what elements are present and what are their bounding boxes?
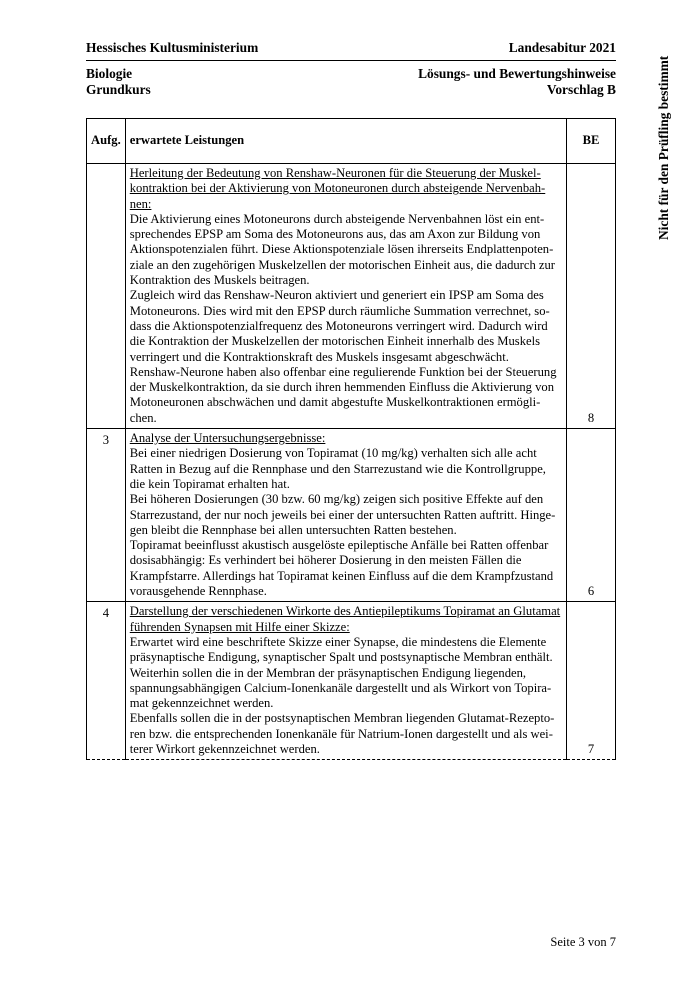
doc-block: [418, 66, 616, 98]
points-value: 8: [567, 164, 616, 429]
subject-block: [86, 66, 151, 98]
table-row: [87, 429, 616, 602]
expected-text: [125, 602, 566, 760]
task-number: [87, 164, 126, 429]
proposal: Vorschlag B: [546, 82, 616, 97]
points-value: 6: [567, 429, 616, 602]
solutions-table: [86, 118, 616, 760]
paragraph: Ebenfalls sollen die in der postsynaptischen Membran liegenden Glutamat-Rezeptoren bzw. die entsprechenden Ionenkanäle für Natrium-Ionen dargestellt und als weiterer Wirkort gekennzeichnet werden.: [129, 711, 555, 756]
ministry-name: Hessisches Kultusministerium: [86, 40, 259, 55]
table-header-row: [87, 119, 616, 164]
points-value: 7: [567, 602, 616, 760]
task-number: 4: [87, 602, 126, 760]
col-expected-header: erwartete Leistungen: [125, 119, 566, 164]
course: Grundkurs: [86, 82, 151, 97]
task-number: 3: [87, 429, 126, 602]
expected-text: [125, 429, 566, 602]
col-task-header: Aufg.: [87, 119, 126, 164]
header-sub: [86, 66, 616, 100]
header-top: [86, 40, 616, 58]
header-rule: [86, 60, 616, 61]
paragraph: Renshaw-Neurone haben also offenbar eine regulierende Funktion bei der Steuerung der Muskelkontraktion, da sie durch ihren hemmenden Einfluss die Aktivierung von Motoneuronen abschwächen und damit abgestufte Muskelkontraktionen ermöglichen.: [129, 364, 557, 425]
table-row: [87, 164, 616, 429]
paragraph: Erwartet wird eine beschriftete Skizze einer Synapse, die mindestens die Elemente präsynaptische Endigung, synaptischer Spalt und postsynaptische Membran enthält. Weiterhin sollen die in der Membran der präsynaptischen Endigung liegenden, spannungsabhängigen Calcium-Ionenkanäle dargestellt und als Wirkort von Topiramat gekennzeichnet werden.: [129, 634, 553, 711]
task-heading: Herleitung der Bedeutung von Renshaw-Neuronen für die Steuerung der Muskelkontraktion bei der Aktivierung von Motoneuronen durch absteigende Nervenbahnen:: [129, 166, 546, 211]
page-number: Seite 3 von 7: [550, 935, 616, 949]
table-row: [87, 602, 616, 760]
paragraph: Bei einer niedrigen Dosierung von Topiramat (10 mg/kg) verhalten sich alle acht Ratten in Bezug auf die Rennphase und den Starrezustand wie die Kontrollgruppe, die kein Topiramat erhalten hat.: [129, 446, 546, 491]
subject: Biologie: [86, 66, 133, 81]
exam-name: Landesabitur 2021: [508, 40, 616, 55]
task-heading: Darstellung der verschiedenen Wirkorte des Antiepileptikums Topiramat an Glutamat führenden Synapsen mit Hilfe einer Skizze:: [129, 604, 561, 634]
paragraph: Topiramat beeinflusst akustisch ausgelöste epileptische Anfälle bei Ratten offenbar dosisabhängig: Es verhindert bei höherer Dosierung in den meisten Fällen die Krampfstarre. Allerdings hat Topiramat keinen Einfluss auf die dem Krampfzustand vorausgehende Rennphase.: [129, 538, 554, 599]
expected-text: [125, 164, 566, 429]
paragraph: Die Aktivierung eines Motoneurons durch absteigende Nervenbahnen löst ein entsprechendes EPSP am Soma des Motoneurons aus, das am Axon zur Bildung von Aktionspotenzialen führt. Diese Aktionspotenziale lösen ihrerseits Endplattenpotenziale an den zugehörigen Muskelzellen der motorischen Einheit aus, die dadurch zur Kontraktion des Muskels beitragen.: [129, 211, 555, 288]
doc-type: Lösungs- und Bewertungshinweise: [418, 66, 616, 81]
paragraph: Bei höheren Dosierungen (30 bzw. 60 mg/kg) zeigen sich positive Effekte auf den Starrezustand, der nur noch jeweils bei einer der untersuchten Ratten auftritt. Hingegen bleibt die Rennphase bei allen untersuchten Ratten bestehen.: [129, 492, 556, 537]
paragraph: Zugleich wird das Renshaw-Neuron aktiviert und generiert ein IPSP am Soma des Motoneurons. Dies wird mit den EPSP durch räumliche Summation verrechnet, sodass die Aktionspotenzialfrequenz des Motoneurons verringert wird. Dadurch wird die Kontraktion der Muskelzellen der motorischen Einheit innerhalb des Muskels verringert und die Kontraktionskraft des Muskels insgesamt abgeschwächt.: [129, 288, 550, 364]
task-heading: Analyse der Untersuchungsergebnisse:: [129, 431, 326, 446]
side-note: Nicht für den Prüfling bestimmt: [656, 55, 671, 240]
col-points-header: BE: [567, 119, 616, 164]
